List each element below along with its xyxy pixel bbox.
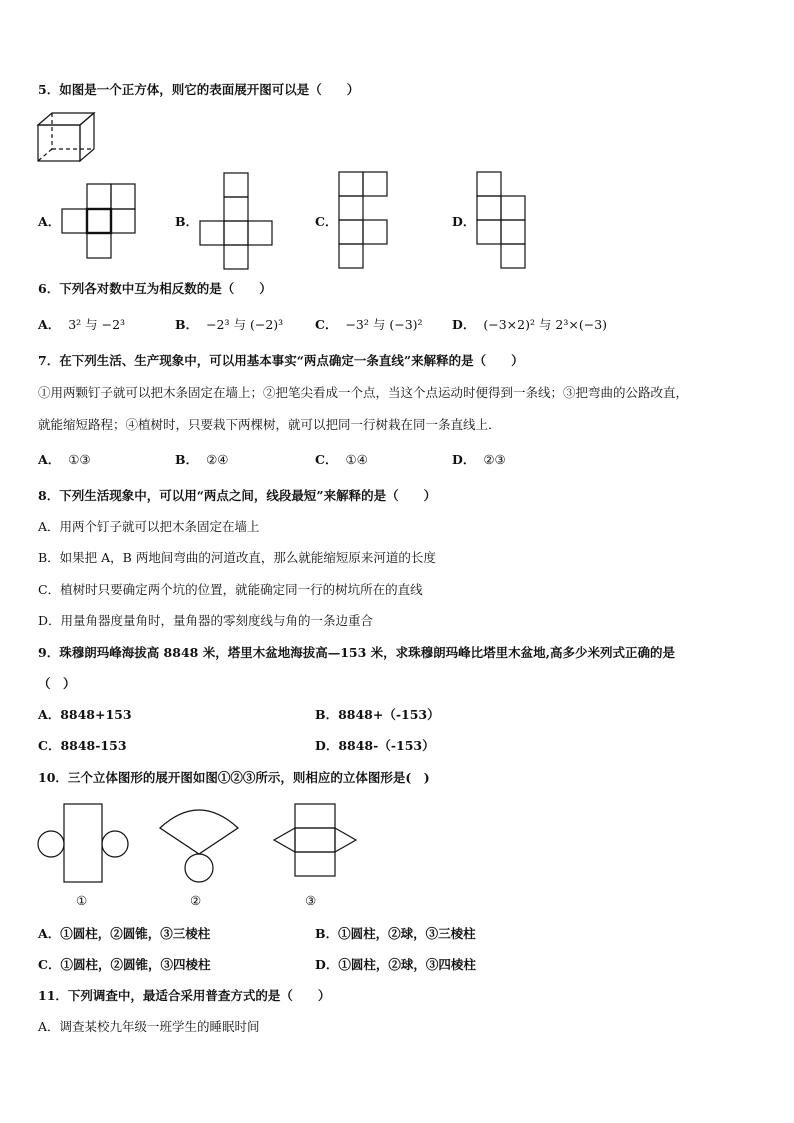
q7-option-c bbox=[315, 451, 368, 469]
q7-body-line1: ①用两颗钉子就可以把木条固定在墙上；②把笔尖看成一个点，当这个点运动时便得到一条线；③把弯曲的公路改直， bbox=[38, 385, 689, 400]
q6-a-text: 3² 与 −2³ bbox=[68, 317, 126, 332]
net-c-figure bbox=[339, 172, 395, 272]
q7-b-label: B． bbox=[175, 452, 199, 467]
q7-option-d bbox=[452, 451, 506, 469]
cube-figure bbox=[38, 113, 98, 163]
q7-option-b bbox=[175, 451, 229, 469]
q7-option-a bbox=[38, 451, 91, 469]
q6-c-label: C． bbox=[315, 317, 338, 332]
q10-stem: 10．三个立体图形的展开图如图①②③所示，则相应的立体图形是( ) bbox=[38, 770, 430, 785]
q7-d-label: D． bbox=[452, 452, 476, 467]
q9-option-d: D．8848-（-153） bbox=[315, 738, 435, 753]
q7-stem: 7．在下列生活、生产现象中，可以用基本事实“两点确定一条直线”来解释的是（ ） bbox=[38, 353, 524, 368]
q11-stem: 11．下列调查中，最适合采用普查方式的是（ ） bbox=[38, 988, 331, 1003]
q6-b-text: −2³ 与 (−2)³ bbox=[206, 317, 284, 332]
q10-option-b: B．①圆柱，②球，③三棱柱 bbox=[315, 926, 476, 941]
q7-a-label: A． bbox=[38, 452, 61, 467]
q6-option-d bbox=[452, 316, 607, 334]
q6-stem: 6．下列各对数中互为相反数的是（ ） bbox=[38, 281, 272, 296]
fig-label-3: ③ bbox=[305, 893, 317, 908]
q7-b-text: ②④ bbox=[206, 452, 229, 467]
q7-body-line2: 就能缩短路程；④植树时，只要栽下两棵树，就可以把同一行树栽在同一条直线上． bbox=[38, 417, 501, 432]
q7-c-label: C． bbox=[315, 452, 338, 467]
q7-a-text: ①③ bbox=[68, 452, 91, 467]
net-cylinder-figure bbox=[36, 796, 132, 886]
q5-option-d-label: D． bbox=[452, 214, 476, 229]
fig-label-2: ② bbox=[190, 893, 202, 908]
q6-d-label: D． bbox=[452, 317, 476, 332]
q6-b-label: B． bbox=[175, 317, 199, 332]
net-prism-figure bbox=[272, 796, 362, 886]
q8-option-c: C．植树时只要确定两个坑的位置，就能确定同一行的树坑所在的直线 bbox=[38, 582, 423, 597]
q11-option-a: A．调查某校九年级一班学生的睡眠时间 bbox=[38, 1019, 260, 1034]
q9-stem-line2: （ ） bbox=[38, 676, 76, 691]
q10-option-c: C．①圆柱，②圆锥，③四棱柱 bbox=[38, 957, 211, 972]
q5-option-b-label: B． bbox=[175, 214, 199, 229]
q5-option-a-label: A． bbox=[38, 214, 61, 229]
q8-option-a: A．用两个钉子就可以把木条固定在墙上 bbox=[38, 519, 260, 534]
q5-stem: 5．如图是一个正方体，则它的表面展开图可以是（ ） bbox=[38, 82, 360, 97]
q6-d-text: (−3×2)² 与 2³×(−3) bbox=[483, 317, 608, 332]
net-b-figure bbox=[200, 173, 276, 273]
q9-option-a: A．8848+153 bbox=[38, 707, 132, 722]
q7-c-text: ①④ bbox=[345, 452, 368, 467]
net-a-figure bbox=[62, 184, 138, 260]
q6-a-label: A． bbox=[38, 317, 61, 332]
q5-option-c-label: C． bbox=[315, 214, 338, 229]
q6-option-b bbox=[175, 316, 283, 334]
q6-c-text: −3² 与 (−3)² bbox=[345, 317, 423, 332]
q8-option-b: B．如果把 A，B 两地间弯曲的河道改直，那么就能缩短原来河道的长度 bbox=[38, 550, 436, 565]
q9-stem-line1: 9．珠穆朗玛峰海拔高 8848 米，塔里木盆地海拔高—153 米，求珠穆朗玛峰比塔里木盆地,高多少米列式正确的是 bbox=[38, 645, 675, 660]
q6-option-c bbox=[315, 316, 423, 334]
q7-d-text: ②③ bbox=[483, 452, 506, 467]
q8-stem: 8．下列生活现象中，可以用“两点之间，线段最短”来解释的是（ ） bbox=[38, 488, 437, 503]
net-d-figure bbox=[477, 172, 533, 272]
q9-option-b: B．8848+（-153） bbox=[315, 707, 440, 722]
q8-option-d: D．用量角器度量角时，量角器的零刻度线与角的一条边重合 bbox=[38, 613, 374, 628]
q6-option-a bbox=[38, 316, 125, 334]
net-cone-figure bbox=[157, 806, 241, 886]
q9-option-c: C．8848-153 bbox=[38, 738, 127, 753]
q10-option-d: D．①圆柱，②球，③四棱柱 bbox=[315, 957, 476, 972]
fig-label-1: ① bbox=[76, 893, 88, 908]
q10-option-a: A．①圆柱，②圆锥，③三棱柱 bbox=[38, 926, 211, 941]
